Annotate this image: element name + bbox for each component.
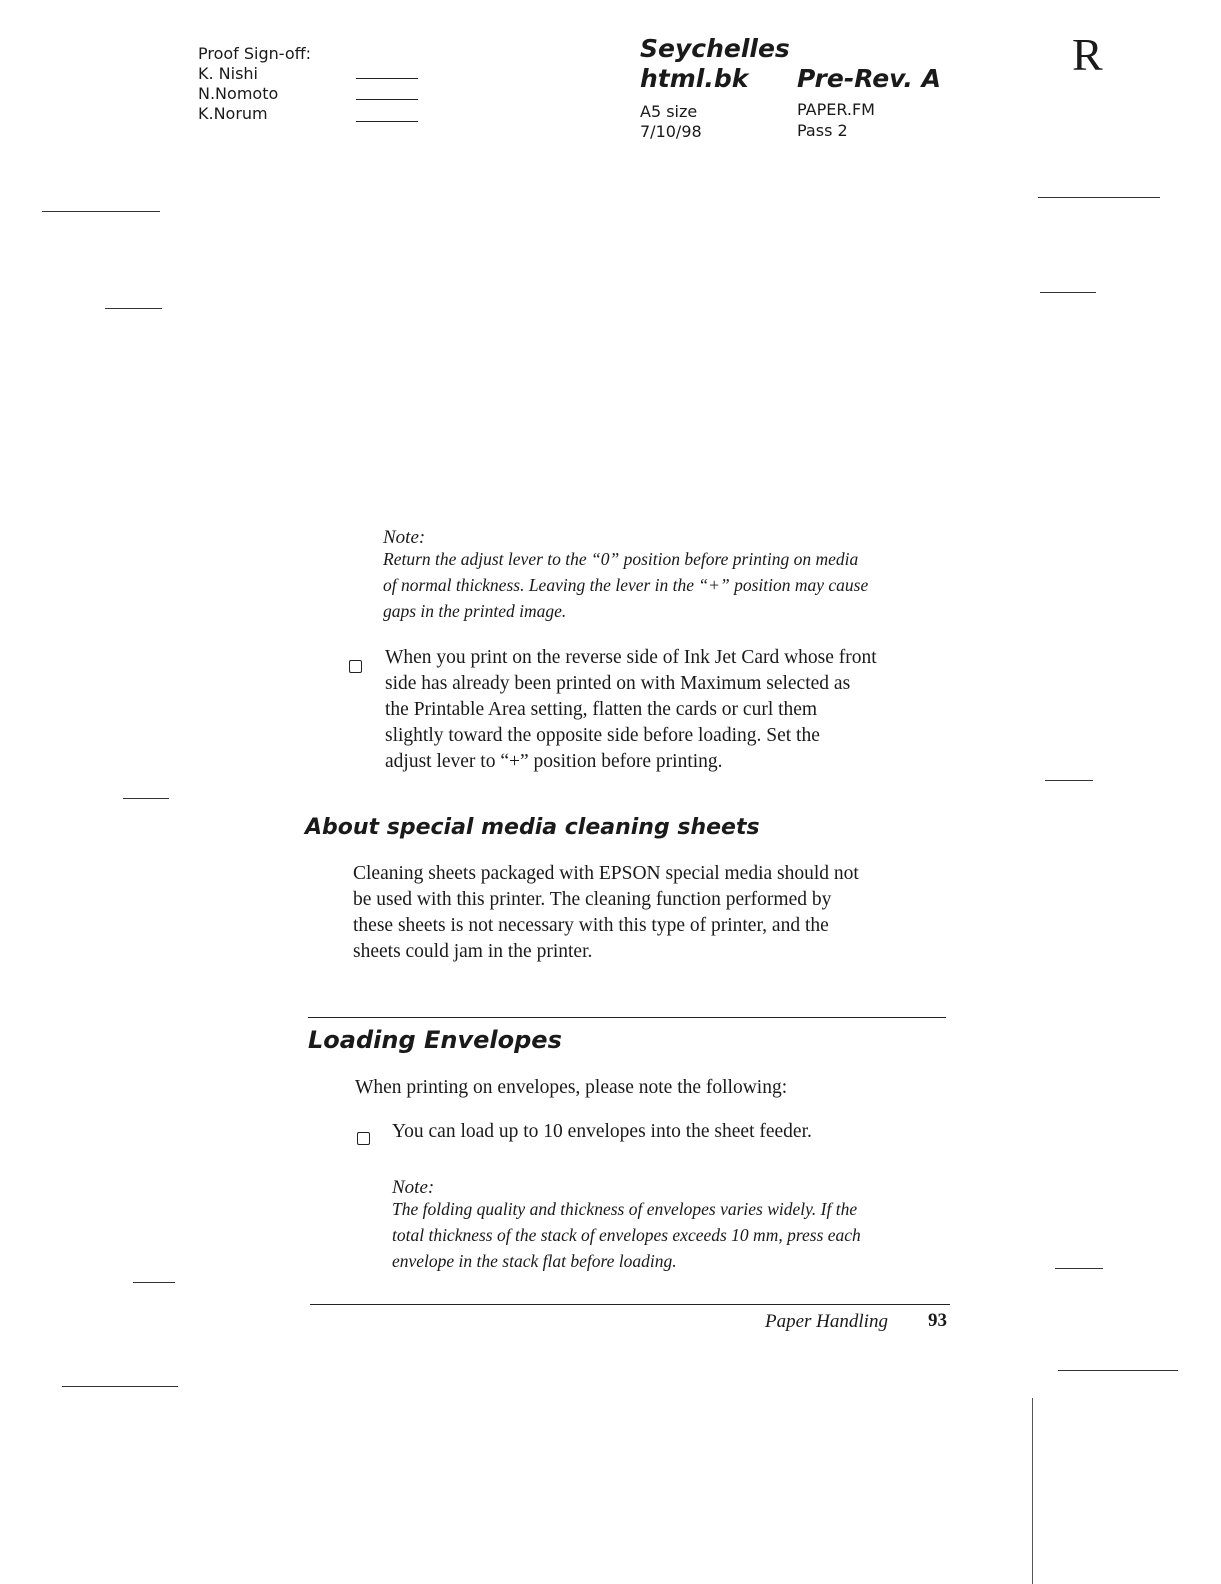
crop-mark <box>1045 780 1093 781</box>
note-label: Note: <box>392 1177 435 1198</box>
crop-mark <box>1038 197 1160 198</box>
page-number: 93 <box>928 1310 947 1331</box>
crop-mark <box>133 1282 175 1283</box>
note-label: Note: <box>383 527 426 548</box>
crop-mark <box>1032 1398 1033 1584</box>
signoff-name: K. Nishi <box>198 64 258 83</box>
section-intro: When printing on envelopes, please note the following: <box>355 1077 788 1098</box>
signature-line <box>356 78 418 79</box>
file-name: PAPER.FM <box>797 100 875 119</box>
proof-signoff <box>198 44 311 124</box>
checkbox-bullet-icon <box>357 1132 370 1145</box>
section-heading: About special media cleaning sheets <box>305 815 760 840</box>
page-size: A5 size <box>640 102 698 121</box>
footer-rule <box>310 1304 950 1305</box>
crop-mark <box>62 1386 178 1387</box>
signoff-name: N.Nomoto <box>198 84 279 103</box>
crop-mark <box>105 308 162 309</box>
bullet-text: When you print on the reverse side of Ink Jet Card whose front side has already been printed on with Maximum selected as the Printable Area setting, flatten the cards or curl them slightly toward the opposite side before loading. Set the adjust lever to “+” position before printing. <box>385 647 877 772</box>
section-body: Cleaning sheets packaged with EPSON special media should not be used with this printer. The cleaning function performed by these sheets is not necessary with this type of printer, and the sheets could jam in the printer. <box>353 863 859 962</box>
signoff-name: K.Norum <box>198 104 268 123</box>
date: 7/10/98 <box>640 122 702 141</box>
crop-mark <box>1040 292 1096 293</box>
checkbox-bullet-icon <box>349 660 362 673</box>
section-rule <box>308 1017 946 1018</box>
pass: Pass 2 <box>797 121 848 140</box>
crop-mark <box>1055 1268 1103 1269</box>
signoff-title: Proof Sign-off: <box>198 44 312 63</box>
signature-line <box>356 99 418 100</box>
revision: Pre-Rev. A <box>797 64 941 93</box>
crop-mark <box>123 798 169 799</box>
signature-line <box>356 121 418 122</box>
corner-letter: R <box>1072 29 1103 80</box>
bullet-text: You can load up to 10 envelopes into the sheet feeder. <box>392 1121 812 1142</box>
footer-chapter: Paper Handling <box>765 1311 888 1332</box>
note-text: Return the adjust lever to the “0” position before printing on media of normal thickness. Leaving the lever in the “+” position may cause gaps in the printed image. <box>383 549 869 621</box>
book-file: html.bk <box>640 64 749 93</box>
note-text: The folding quality and thickness of envelopes varies widely. If the total thickness of the stack of envelopes exceeds 10 mm, press each envelope in the stack flat before loading. <box>392 1199 861 1271</box>
section-heading: Loading Envelopes <box>308 1026 562 1054</box>
book-title: Seychelles <box>640 34 790 63</box>
crop-mark <box>1058 1370 1178 1371</box>
crop-mark <box>42 211 160 212</box>
